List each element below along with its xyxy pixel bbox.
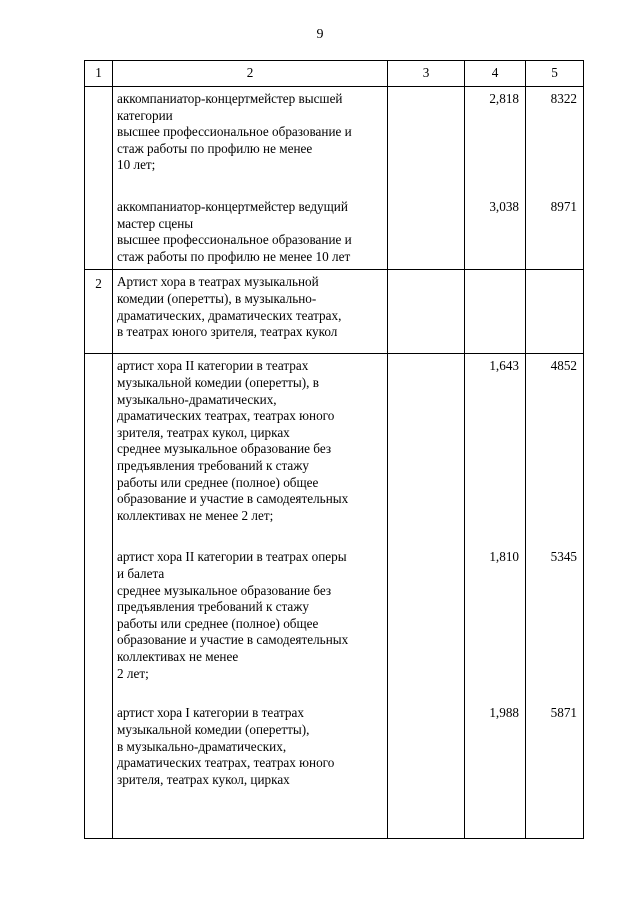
salary-value: 5345 [550,549,577,565]
position-cell [113,354,388,839]
empty-cell [388,354,465,839]
salary-cell [526,354,584,839]
coefficient-value: 1,988 [489,705,519,721]
salary-cell [526,87,584,270]
column-header-2: 2 [113,61,388,87]
coefficient-value: 3,038 [489,199,519,214]
column-header-4: 4 [465,61,526,87]
coefficient-value: 2,818 [489,91,519,106]
row-number-cell [85,87,113,270]
table-header-row [85,61,584,87]
empty-cell [388,270,465,354]
empty-cell [388,87,465,270]
empty-cell [526,270,584,354]
position-cell [113,87,388,270]
group-title: Артист хора в театрах музыкальной комедии (оперетты), в музыкально- драматических, драматических театрах, в театрах юного зрителя, театрах кукол [117,274,342,340]
column-header-1: 1 [85,61,113,87]
coefficient-value: 1,643 [489,358,519,374]
position-text: артист хора I категории в театрах музыкальной комедии (оперетты), в музыкально-драматических, драматических театрах, театрах юного зрителя, театрах кукол, цирках [117,705,335,787]
salary-value: 4852 [550,358,577,374]
position-text: артист хора II категории в театрах музыкальной комедии (оперетты), в музыкально-драматических, драматических театрах, театрах юного зрителя, театрах кукол, цирках среднее музыкальное образование без предъявления требований к стажу работы или среднее (полное) общее образование и участие в самодеятельных коллективах не менее 2 лет; [117,358,349,523]
table-row [85,354,584,839]
salary-value: 5871 [550,705,577,721]
column-header-5: 5 [526,61,584,87]
salary-value: 8971 [550,199,577,214]
row-number-cell [85,270,113,354]
column-header-3: 3 [388,61,465,87]
tariff-table [84,60,584,839]
position-text: аккомпаниатор-концертмейстер высшей категории высшее профессиональное образование и стаж работы по профилю не менее 10 лет; [117,91,352,173]
row-number: 2 [95,276,102,292]
group-title-cell [113,270,388,354]
position-text: аккомпаниатор-концертмейстер ведущий мастер сцены высшее профессиональное образование и стаж работы по профилю не менее 10 лет [117,199,352,264]
position-text: артист хора II категории в театрах оперы и балета среднее музыкальное образование без предъявления требований к стажу работы или среднее (полное) общее образование и участие в самодеятельных коллективах не менее 2 лет; [117,549,349,681]
salary-value: 8322 [550,91,577,106]
empty-cell [465,270,526,354]
row-number-cell [85,354,113,839]
table-row [85,270,584,354]
table-row [85,87,584,270]
coefficient-value: 1,810 [489,549,519,565]
coefficient-cell [465,87,526,270]
page-number: 9 [316,27,324,42]
coefficient-cell [465,354,526,839]
